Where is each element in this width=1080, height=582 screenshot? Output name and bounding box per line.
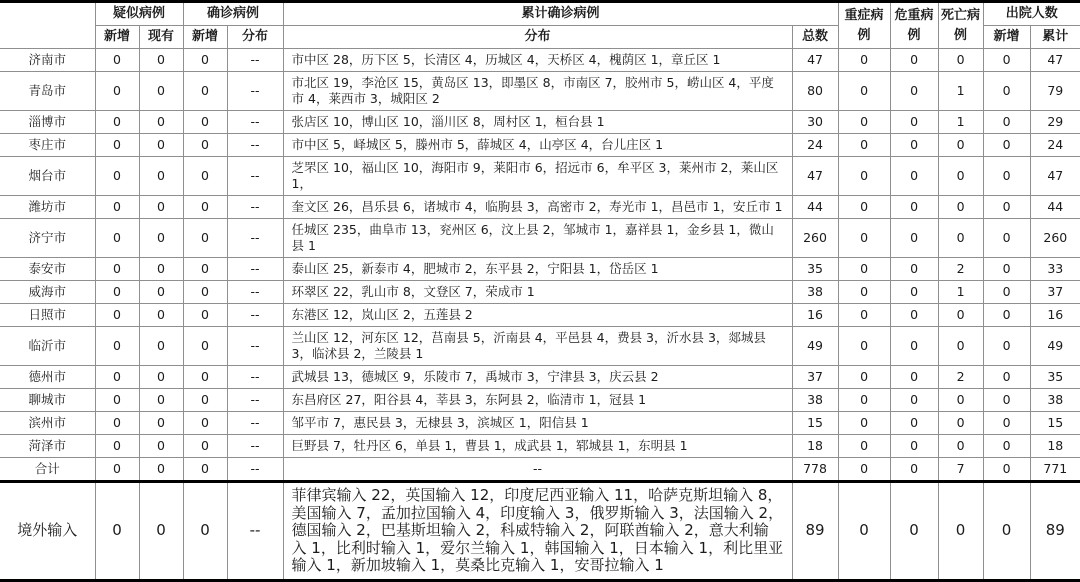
- table-row: [0, 412, 1080, 435]
- discharged-new-cell: 0: [983, 111, 1030, 134]
- discharged-new-cell: 0: [983, 281, 1030, 304]
- discharged-new-cell: 0: [983, 327, 1030, 366]
- death-cell: 0: [938, 389, 983, 412]
- suspected-current-cell: 0: [139, 219, 183, 258]
- city-cell: 济南市: [0, 49, 95, 72]
- city-cell: 日照市: [0, 304, 95, 327]
- suspected-new-cell: 0: [95, 134, 139, 157]
- confirmed-new-cell: 0: [183, 327, 227, 366]
- cumulative-total-cell: 47: [792, 49, 838, 72]
- confirmed-dist-cell: --: [227, 157, 283, 196]
- city-cell: 济宁市: [0, 219, 95, 258]
- cumulative-dist-cell: 任城区 235，曲阜市 13，兖州区 6，汶上县 2，邹城市 1，嘉祥县 1，金乡县 1，微山县 1: [283, 219, 792, 258]
- suspected-new-cell: 0: [95, 219, 139, 258]
- suspected-current-cell: 0: [139, 134, 183, 157]
- severe-cell: 0: [838, 219, 890, 258]
- severe-cell: 0: [838, 111, 890, 134]
- suspected-current-cell: 0: [139, 366, 183, 389]
- death-cell: 7: [938, 458, 983, 482]
- discharged-total-cell: 38: [1030, 389, 1080, 412]
- suspected-current-cell: 0: [139, 281, 183, 304]
- cumulative-total-cell: 260: [792, 219, 838, 258]
- header-death: 死亡病例: [938, 2, 983, 49]
- confirmed-dist-cell: --: [227, 219, 283, 258]
- critical-cell: 0: [890, 458, 938, 482]
- confirmed-new-cell: 0: [183, 157, 227, 196]
- death-cell: 0: [938, 219, 983, 258]
- severe-cell: 0: [838, 49, 890, 72]
- critical-cell: 0: [890, 304, 938, 327]
- death-cell: 0: [938, 196, 983, 219]
- cumulative-dist-cell: 武城县 13，德城区 9，乐陵市 7，禹城市 3，宁津县 3，庆云县 2: [283, 366, 792, 389]
- cumulative-total-cell: 38: [792, 281, 838, 304]
- confirmed-dist-cell: --: [227, 111, 283, 134]
- discharged-new-cell: 0: [983, 134, 1030, 157]
- death-cell: 1: [938, 281, 983, 304]
- discharged-total-cell: 771: [1030, 458, 1080, 482]
- severe-cell: 0: [838, 196, 890, 219]
- cumulative-dist-cell: 环翠区 22，乳山市 8，文登区 7，荣成市 1: [283, 281, 792, 304]
- confirmed-new-cell: 0: [183, 111, 227, 134]
- confirmed-dist-cell: --: [227, 49, 283, 72]
- header-confirmed-dist: 分布: [227, 26, 283, 49]
- confirmed-dist-cell: --: [227, 327, 283, 366]
- city-cell: 潍坊市: [0, 196, 95, 219]
- table-row: [0, 134, 1080, 157]
- discharged-new-cell: 0: [983, 157, 1030, 196]
- header-severe: 重症病例: [838, 2, 890, 49]
- cumulative-dist-cell: 泰山区 25，新泰市 4，肥城市 2，东平县 2，宁阳县 1，岱岳区 1: [283, 258, 792, 281]
- table-row: [0, 157, 1080, 196]
- cumulative-total-cell: 778: [792, 458, 838, 482]
- severe-cell: 0: [838, 327, 890, 366]
- severe-cell: 0: [838, 72, 890, 111]
- suspected-new-cell: 0: [95, 196, 139, 219]
- city-cell: 聊城市: [0, 389, 95, 412]
- table-row: [0, 219, 1080, 258]
- discharged-new-cell: 0: [983, 196, 1030, 219]
- city-cell: 烟台市: [0, 157, 95, 196]
- critical-cell: 0: [890, 49, 938, 72]
- header-discharged-total: 累计: [1030, 26, 1080, 49]
- confirmed-dist-cell: --: [227, 366, 283, 389]
- suspected-new-cell: 0: [95, 458, 139, 482]
- header-confirmed-group: 确诊病例: [183, 2, 283, 26]
- critical-cell: 0: [890, 157, 938, 196]
- suspected-new-cell: 0: [95, 389, 139, 412]
- cumulative-total-cell: 38: [792, 389, 838, 412]
- header-cumulative-dist: 分布: [283, 26, 792, 49]
- total-row: [0, 458, 1080, 482]
- death-cell: 1: [938, 72, 983, 111]
- table-body: [0, 49, 1080, 581]
- discharged-total-cell: 47: [1030, 49, 1080, 72]
- severe-cell: 0: [838, 281, 890, 304]
- severe-cell: 0: [838, 258, 890, 281]
- header-suspected-group: 疑似病例: [95, 2, 183, 26]
- suspected-new-cell: 0: [95, 111, 139, 134]
- table-row: [0, 258, 1080, 281]
- confirmed-dist-cell: --: [227, 196, 283, 219]
- severe-cell: 0: [838, 134, 890, 157]
- confirmed-new-cell: 0: [183, 258, 227, 281]
- header-critical: 危重病例: [890, 2, 938, 49]
- death-cell: 0: [938, 482, 983, 581]
- death-cell: 2: [938, 258, 983, 281]
- cumulative-total-cell: 35: [792, 258, 838, 281]
- cumulative-dist-cell: 奎文区 26，昌乐县 6，诸城市 4，临朐县 3，高密市 2，寿光市 1，昌邑市 1，安丘市 1: [283, 196, 792, 219]
- confirmed-new-cell: 0: [183, 49, 227, 72]
- suspected-new-cell: 0: [95, 327, 139, 366]
- confirmed-new-cell: 0: [183, 304, 227, 327]
- death-cell: 0: [938, 304, 983, 327]
- cumulative-dist-cell: 邹平市 7，惠民县 3，无棣县 3，滨城区 1，阳信县 1: [283, 412, 792, 435]
- cumulative-total-cell: 15: [792, 412, 838, 435]
- confirmed-dist-cell: --: [227, 435, 283, 458]
- confirmed-dist-cell: --: [227, 482, 283, 581]
- cumulative-dist-cell: 张店区 10，博山区 10，淄川区 8，周村区 1，桓台县 1: [283, 111, 792, 134]
- suspected-new-cell: 0: [95, 435, 139, 458]
- table-row: [0, 281, 1080, 304]
- header-discharged-group: 出院人数: [983, 2, 1080, 26]
- cumulative-total-cell: 47: [792, 157, 838, 196]
- suspected-new-cell: 0: [95, 412, 139, 435]
- confirmed-new-cell: 0: [183, 281, 227, 304]
- confirmed-new-cell: 0: [183, 134, 227, 157]
- confirmed-new-cell: 0: [183, 458, 227, 482]
- severe-cell: 0: [838, 458, 890, 482]
- critical-cell: 0: [890, 72, 938, 111]
- death-cell: 0: [938, 435, 983, 458]
- death-cell: 0: [938, 327, 983, 366]
- discharged-new-cell: 0: [983, 49, 1030, 72]
- suspected-current-cell: 0: [139, 72, 183, 111]
- critical-cell: 0: [890, 281, 938, 304]
- confirmed-dist-cell: --: [227, 389, 283, 412]
- confirmed-dist-cell: --: [227, 72, 283, 111]
- confirmed-new-cell: 0: [183, 412, 227, 435]
- table-row: [0, 304, 1080, 327]
- death-cell: 0: [938, 49, 983, 72]
- critical-cell: 0: [890, 134, 938, 157]
- header-cumulative-total: 总数: [792, 26, 838, 49]
- discharged-total-cell: 44: [1030, 196, 1080, 219]
- confirmed-dist-cell: --: [227, 304, 283, 327]
- header-suspected-current: 现有: [139, 26, 183, 49]
- critical-cell: 0: [890, 389, 938, 412]
- header-discharged-new: 新增: [983, 26, 1030, 49]
- discharged-new-cell: 0: [983, 458, 1030, 482]
- discharged-new-cell: 0: [983, 304, 1030, 327]
- cumulative-dist-cell: 兰山区 12，河东区 12，莒南县 5，沂南县 4，平邑县 4，费县 3，沂水县 3，郯城县 3，临沭县 2，兰陵县 1: [283, 327, 792, 366]
- discharged-new-cell: 0: [983, 366, 1030, 389]
- suspected-current-cell: 0: [139, 111, 183, 134]
- city-cell: 临沂市: [0, 327, 95, 366]
- cumulative-total-cell: 24: [792, 134, 838, 157]
- death-cell: 0: [938, 134, 983, 157]
- critical-cell: 0: [890, 219, 938, 258]
- table-row: [0, 72, 1080, 111]
- cumulative-total-cell: 80: [792, 72, 838, 111]
- severe-cell: 0: [838, 389, 890, 412]
- discharged-total-cell: 33: [1030, 258, 1080, 281]
- discharged-new-cell: 0: [983, 219, 1030, 258]
- severe-cell: 0: [838, 435, 890, 458]
- cumulative-dist-cell: 芝罘区 10，福山区 10，海阳市 9，莱阳市 6，招远市 6，牟平区 3，莱州市 2，莱山区 1，: [283, 157, 792, 196]
- confirmed-dist-cell: --: [227, 281, 283, 304]
- header-confirmed-new: 新增: [183, 26, 227, 49]
- cumulative-total-cell: 37: [792, 366, 838, 389]
- critical-cell: 0: [890, 196, 938, 219]
- severe-cell: 0: [838, 366, 890, 389]
- suspected-new-cell: 0: [95, 281, 139, 304]
- suspected-new-cell: 0: [95, 304, 139, 327]
- critical-cell: 0: [890, 111, 938, 134]
- discharged-new-cell: 0: [983, 389, 1030, 412]
- city-cell: 滨州市: [0, 412, 95, 435]
- suspected-current-cell: 0: [139, 435, 183, 458]
- table-row: [0, 435, 1080, 458]
- discharged-new-cell: 0: [983, 482, 1030, 581]
- city-cell: 泰安市: [0, 258, 95, 281]
- city-cell: 合计: [0, 458, 95, 482]
- critical-cell: 0: [890, 366, 938, 389]
- suspected-current-cell: 0: [139, 49, 183, 72]
- city-cell: 威海市: [0, 281, 95, 304]
- discharged-total-cell: 15: [1030, 412, 1080, 435]
- severe-cell: 0: [838, 304, 890, 327]
- suspected-new-cell: 0: [95, 49, 139, 72]
- suspected-new-cell: 0: [95, 157, 139, 196]
- discharged-total-cell: 37: [1030, 281, 1080, 304]
- severe-cell: 0: [838, 482, 890, 581]
- suspected-current-cell: 0: [139, 258, 183, 281]
- confirmed-new-cell: 0: [183, 219, 227, 258]
- table-row: [0, 196, 1080, 219]
- discharged-total-cell: 29: [1030, 111, 1080, 134]
- severe-cell: 0: [838, 412, 890, 435]
- table-row: [0, 111, 1080, 134]
- suspected-new-cell: 0: [95, 72, 139, 111]
- header-city: [0, 2, 95, 49]
- cumulative-dist-cell: 市北区 19，李沧区 15，黄岛区 13，即墨区 8，市南区 7，胶州市 5，崂山区 4，平度市 4，莱西市 3，城阳区 2: [283, 72, 792, 111]
- suspected-new-cell: 0: [95, 482, 139, 581]
- suspected-current-cell: 0: [139, 458, 183, 482]
- critical-cell: 0: [890, 258, 938, 281]
- header-group-row: [0, 2, 1080, 26]
- confirmed-dist-cell: --: [227, 258, 283, 281]
- cumulative-dist-cell: 市中区 28，历下区 5，长清区 4，历城区 4，天桥区 4，槐荫区 1，章丘区 1: [283, 49, 792, 72]
- city-cell: 德州市: [0, 366, 95, 389]
- confirmed-new-cell: 0: [183, 435, 227, 458]
- header-suspected-new: 新增: [95, 26, 139, 49]
- suspected-current-cell: 0: [139, 157, 183, 196]
- confirmed-dist-cell: --: [227, 412, 283, 435]
- suspected-current-cell: 0: [139, 196, 183, 219]
- city-cell: 菏泽市: [0, 435, 95, 458]
- table-row: [0, 366, 1080, 389]
- city-cell: 青岛市: [0, 72, 95, 111]
- suspected-current-cell: 0: [139, 412, 183, 435]
- confirmed-new-cell: 0: [183, 196, 227, 219]
- cumulative-dist-cell: --: [283, 458, 792, 482]
- discharged-new-cell: 0: [983, 72, 1030, 111]
- death-cell: 2: [938, 366, 983, 389]
- suspected-new-cell: 0: [95, 258, 139, 281]
- confirmed-new-cell: 0: [183, 389, 227, 412]
- table-header: [0, 2, 1080, 49]
- cumulative-total-cell: 49: [792, 327, 838, 366]
- confirmed-dist-cell: --: [227, 134, 283, 157]
- suspected-current-cell: 0: [139, 304, 183, 327]
- critical-cell: 0: [890, 327, 938, 366]
- suspected-current-cell: 0: [139, 327, 183, 366]
- cumulative-total-cell: 16: [792, 304, 838, 327]
- discharged-total-cell: 47: [1030, 157, 1080, 196]
- cumulative-dist-cell: 市中区 5，峄城区 5，滕州市 5，薛城区 4，山亭区 4，台儿庄区 1: [283, 134, 792, 157]
- discharged-total-cell: 79: [1030, 72, 1080, 111]
- header-cumulative-group: 累计确诊病例: [283, 2, 838, 26]
- discharged-total-cell: 49: [1030, 327, 1080, 366]
- discharged-total-cell: 16: [1030, 304, 1080, 327]
- confirmed-new-cell: 0: [183, 366, 227, 389]
- cumulative-total-cell: 44: [792, 196, 838, 219]
- table-row: [0, 389, 1080, 412]
- discharged-new-cell: 0: [983, 435, 1030, 458]
- cumulative-dist-cell: 菲律宾输入 22，英国输入 12，印度尼西亚输入 11，哈萨克斯坦输入 8，美国输入 7，孟加拉国输入 4，印度输入 3，俄罗斯输入 3，法国输入 2，德国输入 2，巴基斯坦输入 2，科威特输入 2，阿联酋输入 2，意大利输入 1，比利时输入 1，爱尔兰输入 1，韩国输入 1，日本输入 1，利比里亚输入 1，新加坡输入 1，莫桑比克输入 1，安哥拉输入 1: [283, 482, 792, 581]
- city-cell: 淄博市: [0, 111, 95, 134]
- critical-cell: 0: [890, 412, 938, 435]
- cumulative-dist-cell: 东港区 12，岚山区 2，五莲县 2: [283, 304, 792, 327]
- city-cell: 枣庄市: [0, 134, 95, 157]
- confirmed-new-cell: 0: [183, 482, 227, 581]
- confirmed-dist-cell: --: [227, 458, 283, 482]
- table-row: [0, 49, 1080, 72]
- discharged-total-cell: 35: [1030, 366, 1080, 389]
- cumulative-dist-cell: 巨野县 7，牡丹区 6，单县 1，曹县 1，成武县 1，郓城县 1，东明县 1: [283, 435, 792, 458]
- suspected-new-cell: 0: [95, 366, 139, 389]
- death-cell: 1: [938, 111, 983, 134]
- cumulative-total-cell: 18: [792, 435, 838, 458]
- severe-cell: 0: [838, 157, 890, 196]
- cumulative-total-cell: 30: [792, 111, 838, 134]
- suspected-current-cell: 0: [139, 389, 183, 412]
- imported-row: [0, 482, 1080, 581]
- cumulative-total-cell: 89: [792, 482, 838, 581]
- death-cell: 0: [938, 412, 983, 435]
- critical-cell: 0: [890, 482, 938, 581]
- discharged-total-cell: 260: [1030, 219, 1080, 258]
- discharged-new-cell: 0: [983, 258, 1030, 281]
- discharged-new-cell: 0: [983, 412, 1030, 435]
- confirmed-new-cell: 0: [183, 72, 227, 111]
- table-row: [0, 327, 1080, 366]
- discharged-total-cell: 89: [1030, 482, 1080, 581]
- city-cell: 境外输入: [0, 482, 95, 581]
- discharged-total-cell: 24: [1030, 134, 1080, 157]
- cumulative-dist-cell: 东昌府区 27，阳谷县 4，莘县 3，东阿县 2，临清市 1，冠县 1: [283, 389, 792, 412]
- death-cell: 0: [938, 157, 983, 196]
- critical-cell: 0: [890, 435, 938, 458]
- discharged-total-cell: 18: [1030, 435, 1080, 458]
- suspected-current-cell: 0: [139, 482, 183, 581]
